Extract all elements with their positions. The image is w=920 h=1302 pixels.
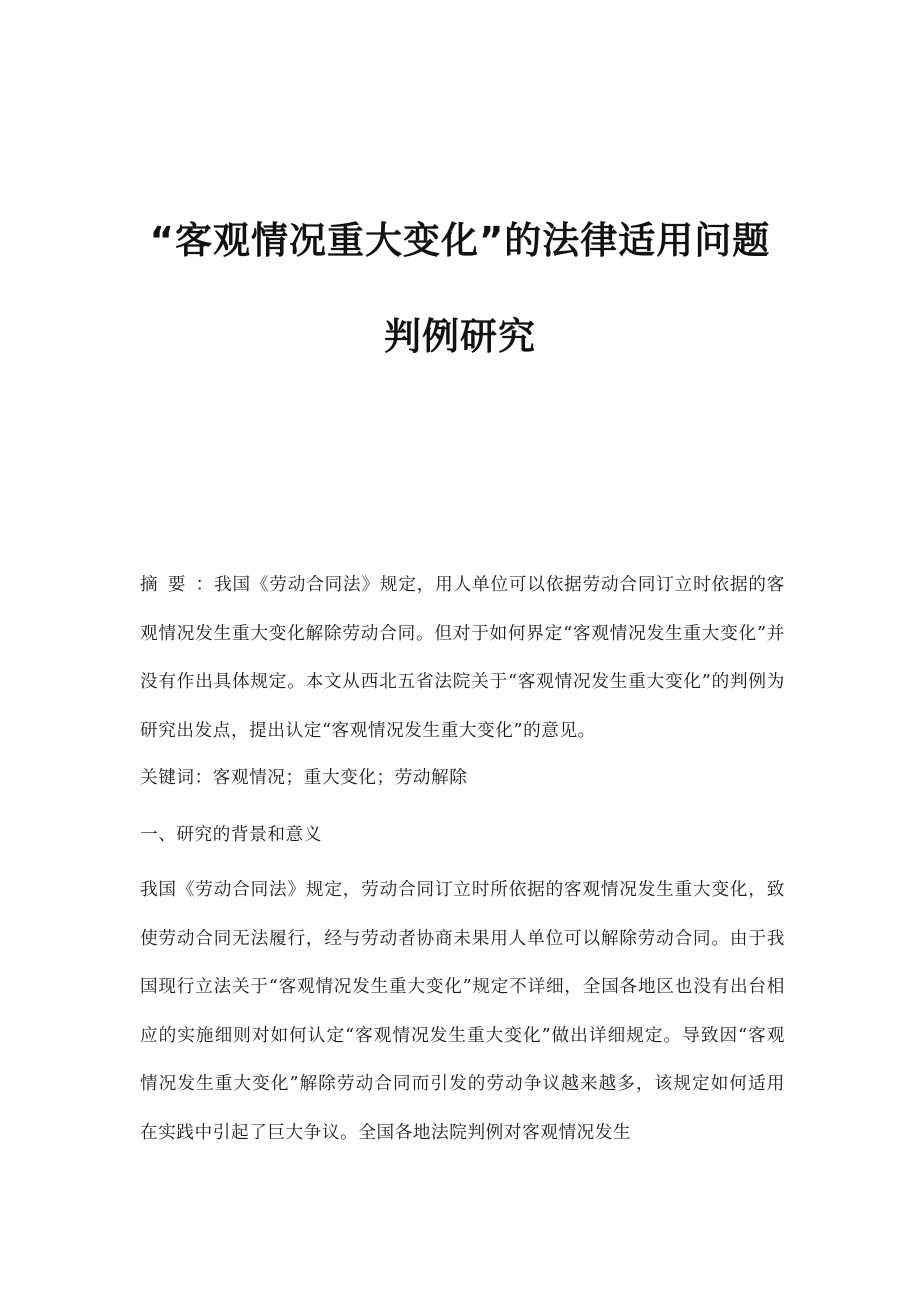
keywords: 关键词：客观情况；重大变化；劳动解除 xyxy=(140,768,468,788)
title-line-1: “客观情况重大变化”的法律适用问题 xyxy=(149,219,771,262)
section-heading: 一、研究的背景和意义 xyxy=(140,825,322,845)
section-paragraph: 我国《劳动合同法》规定，劳动合同订立时所依据的客观情况发生重大变化，致使劳动合同无法履行，经与劳动者协商未果用人单位可以解除劳动合同。由于我国现行立法关于“客观情况发生重大变化”规定不详细，全国各地区也没有出台相应的实施细则对如何认定“客观情况发生重大变化”做出详细规定。导致因“客观情况发生重大变化”解除劳动合同而引发的劳动争议越来越多，该规定如何适用在实践中引起了巨大争议。全国各地法院判例对客观情况发生 xyxy=(140,880,785,1143)
abstract-text: 我国《劳动合同法》规定，用人单位可以依据劳动合同订立时依据的客观情况发生重大变化解除劳动合同。但对于如何界定“客观情况发生重大变化”并没有作出具体规定。本文从西北五省法院关于“客观情况发生重大变化”的判例为研究出发点，提出认定“客观情况发生重大变化”的意见。 xyxy=(140,575,785,741)
abstract-label: 摘要 xyxy=(140,575,196,595)
title-line-2: 判例研究 xyxy=(384,315,536,358)
abstract-colon: ： xyxy=(195,575,215,595)
abstract xyxy=(140,561,785,755)
